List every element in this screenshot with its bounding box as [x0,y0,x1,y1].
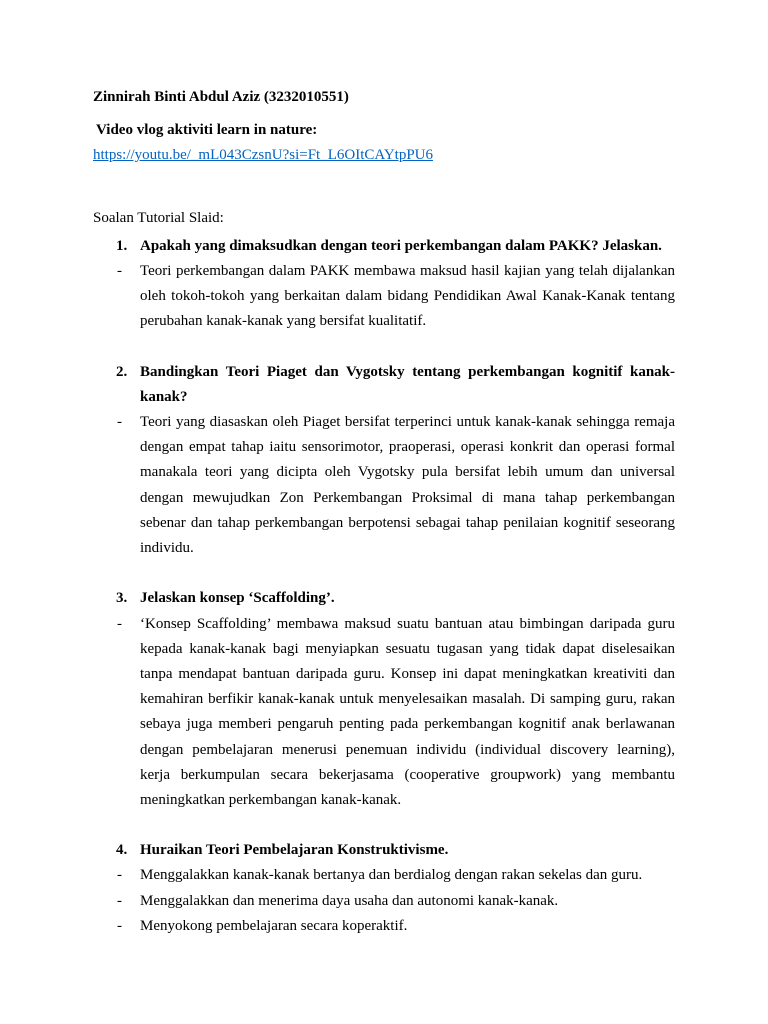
answer-line: kerja berkumpulan secara bekerjasama (cooperative groupwork) yang membantu [140,766,675,783]
answer-text [140,612,675,814]
question-number: 2. [116,363,128,380]
answer-item [93,889,675,914]
answer-text [140,410,675,561]
answer-line: sebenar dan tahap perkembangan berpotensi sebagai tahap penilaian kognitif seseorang [140,514,675,531]
answer-marker: - [117,892,122,909]
answer-line: dengan mewujudkan Zon Perkembangan Proksimal di mana tahap perkembangan [140,489,675,506]
question-text [140,838,675,863]
video-link[interactable]: https://youtu.be/_mL043CzsnU?si=Ft_L6OItCAYtpPU6 [93,147,434,164]
question-number: 1. [116,237,128,254]
video-label: Video vlog aktiviti learn in nature: [96,122,318,139]
answer-line: Teori yang diasaskan oleh Piaget bersifat terperinci untuk kanak-kanak sehingga remaja [140,414,675,431]
answer-line: dengan empat tahap iaitu sensorimotor, praoperasi, operasi konkrit dan operasi formal [140,439,675,456]
question-title-line: Bandingkan Teori Piaget dan Vygotsky tentang perkembangan kognitif kanak- [140,363,675,380]
answer-line: perubahan kanak-kanak yang bersifat kualitatif. [140,313,427,330]
answer-line: meningkatkan perkembangan kanak-kanak. [140,791,402,808]
answer-marker: - [117,414,122,431]
document-body [93,85,675,939]
answer-item [93,612,675,814]
answer-item [93,914,675,939]
question-text [140,360,675,410]
question-title [93,234,675,259]
question-1 [93,234,675,335]
answer-marker: - [117,615,122,632]
answer-line: Menyokong pembelajaran secara koperaktif. [140,917,408,934]
answer-line: oleh tokoh-tokoh yang berkaitan dalam bidang Pendidikan Awal Kanak-Kanak tentang [140,288,675,305]
answer-item [93,410,675,561]
answer-marker: - [117,262,122,279]
answer-line: manakala teori yang dicipta oleh Vygotsky pula bersifat lebih umum dan universal [140,464,675,481]
question-number: 3. [116,590,128,607]
answer-line: Menggalakkan dan menerima daya usaha dan autonomi kanak-kanak. [140,892,559,909]
answer-line: dengan pembelajaran menerusi penemuan individu (individual discovery learning), [140,741,675,758]
question-title-line: Apakah yang dimaksudkan dengan teori perkembangan dalam PAKK? Jelaskan. [140,237,662,254]
question-text [140,234,675,259]
answer-item [93,259,675,335]
answer-text [140,863,675,888]
answer-line: sebaya juga memberi pengaruh penting pada perkembangan kognitif anak berlawanan [140,716,675,733]
section-title: Soalan Tutorial Slaid: [93,209,224,226]
student-name: Zinnirah Binti Abdul Aziz (3232010551) [93,89,349,105]
question-3 [93,586,675,813]
question-text [140,586,675,611]
question-title-line: Jelaskan konsep ‘Scaffolding’. [140,590,335,607]
answer-text [140,889,675,914]
question-title-line: Huraikan Teori Pembelajaran Konstruktivisme. [140,842,449,859]
video-link-row [93,143,675,168]
answer-line: kepada kanak-kanak bagi menyiapkan sesuatu tugasan yang tidak dapat diselesaikan [140,640,675,657]
answer-line: Teori perkembangan dalam PAKK membawa maksud hasil kajian yang telah dijalankan [140,262,675,279]
answer-text [140,259,675,335]
question-title [93,360,675,410]
answer-marker: - [117,867,122,884]
answer-line: individu. [140,540,194,556]
question-title-line: kanak? [140,388,188,405]
answer-line: tanpa mendapat bantuan daripada guru. Konsep ini dapat meningkatkan kreativiti dan [140,665,675,682]
question-title [93,586,675,611]
question-number: 4. [116,842,128,859]
question-title [93,838,675,863]
answer-marker: - [117,917,122,934]
question-4 [93,838,675,939]
question-2 [93,360,675,562]
answer-line: kemahiran berfikir kanak-kanak untuk menyelesaikan masalah. Di samping guru, rakan [140,691,675,708]
answer-text [140,914,675,939]
answer-item [93,863,675,888]
answer-line: Menggalakkan kanak-kanak bertanya dan berdialog dengan rakan sekelas dan guru. [140,867,643,884]
answer-line: ‘Konsep Scaffolding’ membawa maksud suatu bantuan atau bimbingan daripada guru [140,615,675,632]
